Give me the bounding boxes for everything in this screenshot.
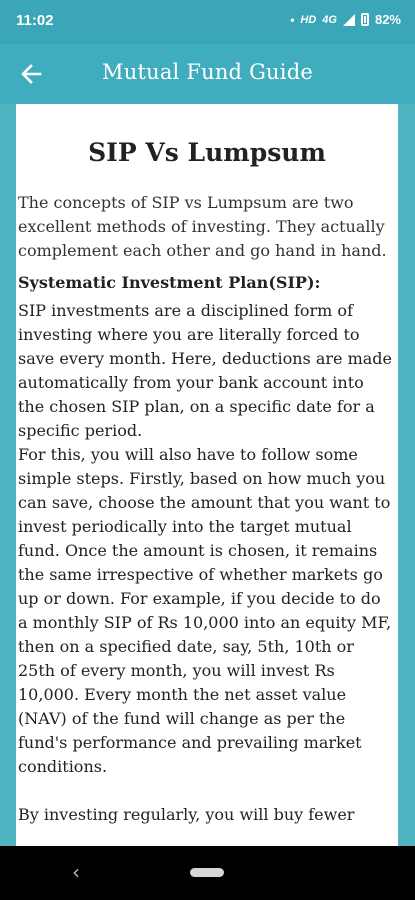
- status-bar: [0, 0, 415, 44]
- app-bar: [0, 44, 415, 104]
- status-icons: [290, 12, 401, 27]
- section-heading: Systematic Investment Plan(SIP):: [18, 273, 321, 292]
- system-nav-bar: [0, 846, 415, 900]
- app-title: Mutual Fund Guide: [102, 60, 313, 84]
- sip-paragraph-1: SIP investments are a disciplined form of investing where you are literally forced to save every month. Here, deductions are made automatically from your bank account into the chosen SIP plan, on a specific date for a specific period.: [18, 301, 392, 440]
- signal-icon: [343, 14, 355, 26]
- nav-back-button[interactable]: ‹: [72, 860, 80, 884]
- sip-paragraph-3: By investing regularly, you will buy fewer: [18, 805, 355, 824]
- nav-home-pill[interactable]: [190, 868, 224, 877]
- paragraph-spacer: [16, 779, 398, 803]
- network-type: 4G: [322, 13, 337, 26]
- hd-indicator: HD: [300, 13, 317, 26]
- article-title: SIP Vs Lumpsum: [88, 138, 326, 167]
- notification-dot: •: [290, 12, 295, 27]
- battery-icon: [361, 13, 369, 26]
- article-card[interactable]: [16, 104, 398, 846]
- intro-paragraph: The concepts of SIP vs Lumpsum are two excellent methods of investing. They actually complement each other and go hand in hand.: [18, 193, 387, 260]
- status-time: 11:02: [16, 12, 54, 29]
- battery-level: 82%: [374, 12, 401, 27]
- sip-paragraph-2: For this, you will also have to follow some simple steps. Firstly, based on how much you can save, choose the amount that you want to invest periodically into the target mutual fund. Once the amount is chosen, it remains the same irrespective of whether markets go up or down. For example, if you decide to do a monthly SIP of Rs 10,000 into an equity MF, then on a specified date, say, 5th, 10th or 25th of every month, you will invest Rs 10,000. Every month the net asset value (NAV) of the fund will change as per the fund's performance and prevailing market conditions.: [18, 445, 392, 776]
